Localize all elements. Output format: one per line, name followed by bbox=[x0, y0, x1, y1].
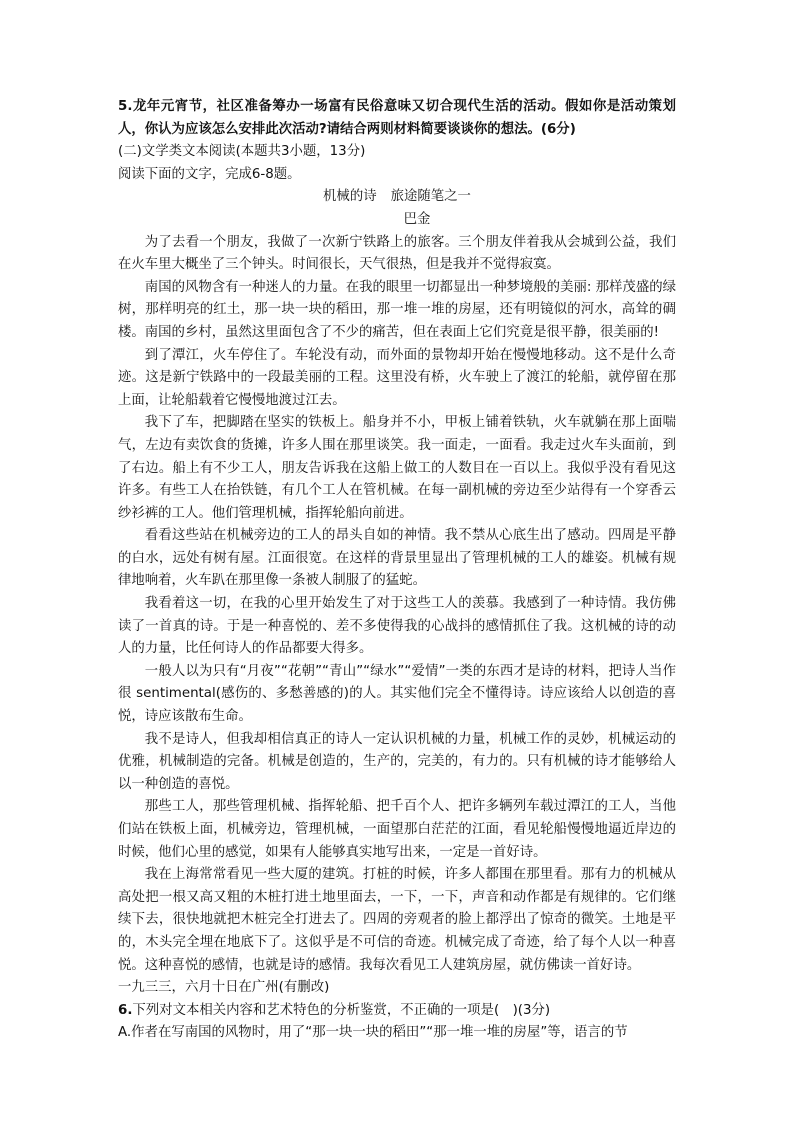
article-paragraph: 南国的风物含有一种迷人的力量。在我的眼里一切都显出一种梦境般的美丽: 那样茂盛的绿树，那样明亮的红土，那一块一块的稻田，那一堆一堆的房屋，还有明镜似的河水，高耸的碉楼。南国的乡村，虽然这里面包含了不少的痛苦，但在表面上它们究竟是很平静，很美丽的! bbox=[118, 279, 676, 340]
article-author: 巴金 bbox=[403, 211, 431, 227]
question-6-stem: 下列对文本相关内容和艺术特色的分析鉴赏，不正确的一项是( )(3分) bbox=[132, 1002, 551, 1018]
question-5-number: 5. bbox=[118, 99, 133, 114]
article-paragraph: 我不是诗人，但我却相信真正的诗人一定认识机械的力量，机械工作的灵妙，机械运动的优雅，机械制造的完备。机械是创造的，生产的，完美的，有力的。只有机械的诗才能够给人以一种创造的喜悦。 bbox=[118, 731, 676, 792]
article-title: 机械的诗 bbox=[323, 189, 377, 205]
article-paragraph: 看看这些站在机械旁边的工人的昂头自如的神情。我不禁从心底生出了感动。四周是平静的白水，远处有树有屋。江面很宽。在这样的背景里显出了管理机械的工人的雄姿。机械有规律地响着，火车趴在那里像一条被人制服了的猛蛇。 bbox=[118, 528, 676, 589]
article-paragraph: 为了去看一个朋友，我做了一次新宁铁路上的旅客。三个朋友伴着我从会城到公益，我们在火车里大概坐了三个钟头。时间很长，天气很热，但是我并不觉得寂寞。 bbox=[118, 234, 676, 273]
question-6 bbox=[118, 1000, 676, 1023]
section-instruction: 阅读下面的文字，完成6-8题。 bbox=[118, 166, 301, 182]
article-paragraph: 到了潭江，火车停住了。车轮没有动，而外面的景物却开始在慢慢地移动。这不是什么奇迹。这是新宁铁路中的一段最美丽的工程。这里没有桥，火车驶上了渡江的轮船，就停留在那上面，让轮船载着它慢慢地渡过江去。 bbox=[118, 347, 676, 408]
section-heading: (二)文学类文本阅读(本题共3小题，13分) bbox=[118, 144, 366, 160]
question-6-option-a: A.作者在写南国的风物时，用了“那一块一块的稻田”“那一堆一堆的房屋”等，语言的节 bbox=[118, 1025, 628, 1041]
article-subtitle: 旅途随笔之一 bbox=[390, 189, 471, 205]
question-5-text: 龙年元宵节，社区准备筹办一场富有民俗意味又切合现代生活的活动。假如你是活动策划人，你认为应该怎么安排此次活动?请结合两则材料简要谈谈你的想法。(6分) bbox=[118, 99, 676, 137]
article-paragraph: 我在上海常常看见一些大厦的建筑。打桩的时候，许多人都围在那里看。那有力的机械从高处把一根又高又粗的木桩打进土地里面去，一下，一下，声音和动作都是有规律的。它们继续下去，很快地就把木桩完全打进去了。四周的旁观者的脸上都浮出了惊奇的微笑。土地是平的，木头完全埋在地底下了。这似乎是不可信的奇迹。机械完成了奇迹，给了每个人以一种喜悦。这种喜悦的感情，也就是诗的感情。我每次看见工人建筑房屋，就仿佛读一首好诗。 bbox=[118, 867, 676, 973]
article-footnote: 一九三三，六月十日在广州(有删改) bbox=[118, 980, 330, 996]
article-paragraph: 我下了车，把脚踏在坚实的铁板上。船身并不小，甲板上铺着铁轨，火车就躺在那上面喘气，左边有卖饮食的货摊，许多人围在那里谈笑。我一面走，一面看。我走过火车头面前，到了右边。船上有不少工人，朋友告诉我在这船上做工的人数目在一百以上。我似乎没有看见这许多。有些工人在抬铁链，有几个工人在管机械。在每一副机械的旁边至少站得有一个穿香云纱衫裤的工人。他们管理机械，指挥轮船向前进。 bbox=[118, 415, 676, 521]
article-paragraph: 那些工人，那些管理机械、指挥轮船、把千百个人、把许多辆列车载过潭江的工人，当他们站在铁板上面，机械旁边，管理机械，一面望那白茫茫的江面，看见轮船慢慢地逼近岸边的时候，他们心里的感觉，如果有人能够真实地写出来，一定是一首好诗。 bbox=[118, 799, 676, 860]
question-5 bbox=[118, 96, 676, 141]
article-paragraph: 我看着这一切，在我的心里开始发生了对于这些工人的羡慕。我感到了一种诗情。我仿佛读了一首真的诗。于是一种喜悦的、差不多使得我的心战抖的感情抓住了我。这机械的诗的动人的力量，比任何诗人的作品都要大得多。 bbox=[118, 596, 676, 657]
question-6-number: 6. bbox=[118, 1002, 133, 1018]
document-page bbox=[118, 96, 676, 1045]
article-paragraph: 一般人以为只有“月夜”“花朝”“青山”“绿水”“爱情”一类的东西才是诗的材料，把诗人当作很 sentimental(感伤的、多愁善感的)的人。其实他们完全不懂得诗。诗应该给人以创造的喜悦，诗应该散布生命。 bbox=[118, 663, 676, 725]
article-title-line bbox=[118, 186, 676, 209]
